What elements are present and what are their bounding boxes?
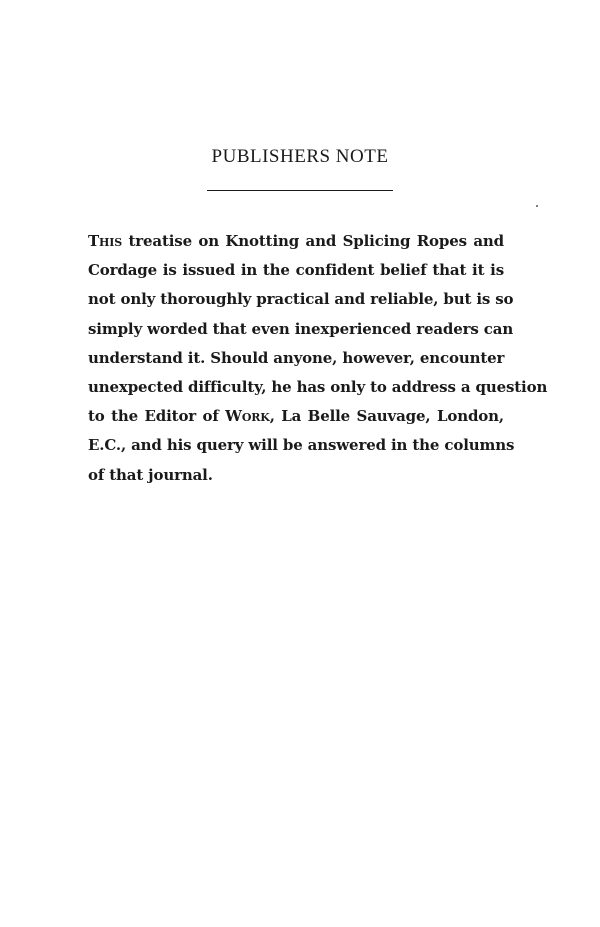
body-line-4: simply worded that even inexperienced readers can xyxy=(88,319,514,338)
body-line-6: unexpected difficulty, he has only to address a question xyxy=(88,378,548,397)
line-1-text: treatise on Knotting and Splicing Ropes and xyxy=(122,232,504,250)
body-line-8: E.C., and his query will be answered in the columns xyxy=(88,436,515,455)
body-line-5: understand it. Should anyone, however, encounter xyxy=(88,348,505,367)
print-speck xyxy=(536,205,538,207)
body-line-1 xyxy=(88,227,504,256)
line-7-start: to the Editor of xyxy=(88,407,226,426)
page-title: PUBLISHERS NOTE xyxy=(211,146,389,167)
body-line-2: Cordage is issued in the confident belief that it is xyxy=(88,261,504,280)
title-rule xyxy=(207,190,393,191)
magazine-name: Work xyxy=(225,407,270,426)
line-7-end: , La Belle Sauvage, London, xyxy=(269,407,504,426)
body-line-9: of that journal. xyxy=(88,465,213,484)
body-line-7 xyxy=(88,402,504,431)
publishers-note-body xyxy=(88,227,548,490)
lead-word: This xyxy=(88,232,123,250)
body-line-3: not only thoroughly practical and reliable, but is so xyxy=(88,290,514,309)
